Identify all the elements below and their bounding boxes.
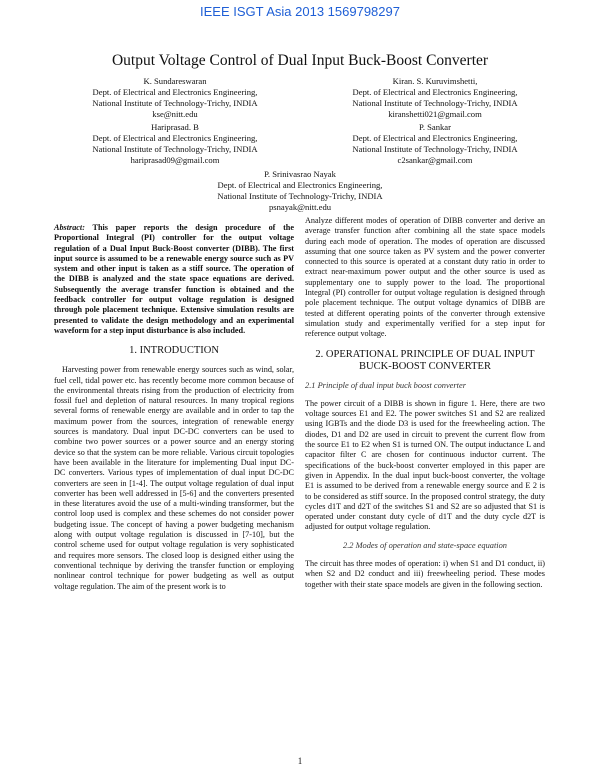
- author-name: P. Srinivasrao Nayak: [264, 169, 336, 179]
- introduction-text: Harvesting power from renewable energy sources such as wind, solar, fuel cell, tidal power etc. has recently become more common because of the environmental threats rising from the production of electricity from fossil fuel and depletion of natural resources. In many tropical regions several forms of renewable energy are available and in order to tap the maximum power from the sources, integration of renewable energy sources is mandatory. Dual input DC-DC converters can be used to combine two power sources or a power source and an energy storing device so that the system can be more reliable. Various circuit topologies have been available in the literature for implementing Dual input DC-DC converters. Various types of implementation of dual input DC-DC converters are seen in [1-4]. The output voltage regulation of dual input converter has been well addressed in [5-6] and the converters presented in these literatures avoid the use of a multi-winding transformer, but the control loop used is complex and these schemes do not consider power budgeting issue. The concept of having a power budgeting mechanism along with output voltage regulation is discussed in [7-10], but the control scheme used for output voltage regulation is very sophisticated and requires more sensors. The closed loop is designed either using the conventional technique by deriving the transfer function or employing nonlinear control technique for power budgeting as well as output voltage regulation. The aim of the present work is to: [54, 365, 294, 591]
- subsection-2-1-text: The power circuit of a DIBB is shown in figure 1. Here, there are two voltage sources E1 and E2. The power switches S1 and S2 are realized using IGBTs and the diode D3 is used for the freewheeling action. The diodes, D1 and D2 are used in circuit to prevent the current flow from the source E1 to E2 when S1 is turned ON. The output inductance L and capacitor filter C are chosen for continuous inductor current. The specifications of the buck-boost converter employed in this paper are given in Appendix. In the dual input buck-boost converter, the voltage E1 is assumed to be derived from a renewable energy source and E 2 is to be considered as stiff source. In the proposed control strategy, the duty cycles d1T and d2T of the switches S1 and S2 are so adjusted that S1 is operated under constant duty cycle of d1T and the duty cycle d2T is adjusted for output voltage regulation.: [305, 398, 545, 532]
- abstract-text: This paper reports the design procedure of the Proportional Integral (PI) controller for the output voltage regulation of a Dual Input Buck-Boost converter (DIBB). The first input source is assumed to be a renewable energy source such as PV system and other input is taken as a stiff source. The operation of the DIBB is analyzed and the state space equations are derived. Subsequently the average transfer function is obtained and the feedback controller for output voltage regulation is designed through pole placement technique. Extensive simulation results are presented to validate the design methodology and an experimental waveform for a step input disturbance is also included.: [54, 223, 294, 335]
- author-email: c2sankar@gmail.com: [397, 155, 473, 165]
- right-column: [305, 216, 545, 594]
- author-block-1: [60, 76, 290, 120]
- author-inst: National Institute of Technology-Trichy, INDIA: [92, 144, 258, 154]
- abstract: [54, 223, 294, 336]
- left-column: [54, 223, 294, 596]
- author-email: hariprasad09@gmail.com: [130, 155, 220, 165]
- conference-header: IEEE ISGT Asia 2013 1569798297: [200, 4, 400, 19]
- section-heading-operational-principle: 2. OPERATIONAL PRINCIPLE OF DUAL INPUT BUCK-BOOST CONVERTER: [315, 348, 535, 372]
- author-name: P. Sankar: [419, 122, 451, 132]
- introduction-continued-text: Analyze different modes of operation of DIBB converter and derive an average transfer function after combining all the state space models during each mode of operation. The modes of operation are discussed assuming that one source taken as PV system and the power converter connected to this source is operated at a constant duty ratio in order to extract near-maximum power output and the other source is used as supplementary one to supply power to the load. The proportional Integral (PI) controller for output voltage regulation is designed through pole placement technique. The output voltage dynamics of DIBB are tested at different operating points of the converter through extensive simulation study and experimentally verified for a step input for reference output voltage.: [305, 216, 545, 339]
- author-block-3: [60, 122, 290, 166]
- author-email: kse@nitt.edu: [152, 109, 198, 119]
- author-inst: National Institute of Technology-Trichy, INDIA: [92, 98, 258, 108]
- author-dept: Dept. of Electrical and Electronics Engineering,: [352, 133, 518, 143]
- section-heading-introduction: 1. INTRODUCTION: [129, 345, 219, 357]
- author-name: Kiran. S. Kuruvimshetti,: [392, 76, 478, 86]
- author-inst: National Institute of Technology-Trichy, INDIA: [217, 191, 383, 201]
- author-name: Hariprasad. B: [151, 122, 199, 132]
- subsection-2-2-text: The circuit has three modes of operation: i) when S1 and D1 conduct, ii) when S2 and D2 conduct and iii) freewheeling period. These modes together with their state space models are given in the following section.: [305, 559, 545, 589]
- author-email: kiranshetti021@gmail.com: [388, 109, 482, 119]
- subsection-heading-2-2: 2.2 Modes of operation and state-space equation: [343, 540, 507, 550]
- author-dept: Dept. of Electrical and Electronics Engineering,: [217, 180, 383, 190]
- author-inst: National Institute of Technology-Trichy, INDIA: [352, 98, 518, 108]
- paper-title: Output Voltage Control of Dual Input Buck-Boost Converter: [111, 52, 489, 69]
- author-dept: Dept. of Electrical and Electronics Engineering,: [352, 87, 518, 97]
- subsection-heading-2-1: 2.1 Principle of dual input buck boost converter: [305, 380, 466, 390]
- author-block-4: [320, 122, 550, 166]
- author-dept: Dept. of Electrical and Electronics Engineering,: [92, 133, 258, 143]
- author-email: psnayak@nitt.edu: [268, 202, 332, 212]
- author-block-5: [150, 169, 450, 213]
- author-inst: National Institute of Technology-Trichy, INDIA: [352, 144, 518, 154]
- page-number: 1: [297, 756, 303, 766]
- author-name: K. Sundareswaran: [143, 76, 207, 86]
- author-dept: Dept. of Electrical and Electronics Engineering,: [92, 87, 258, 97]
- abstract-lead: Abstract:: [54, 223, 85, 232]
- author-block-2: [320, 76, 550, 120]
